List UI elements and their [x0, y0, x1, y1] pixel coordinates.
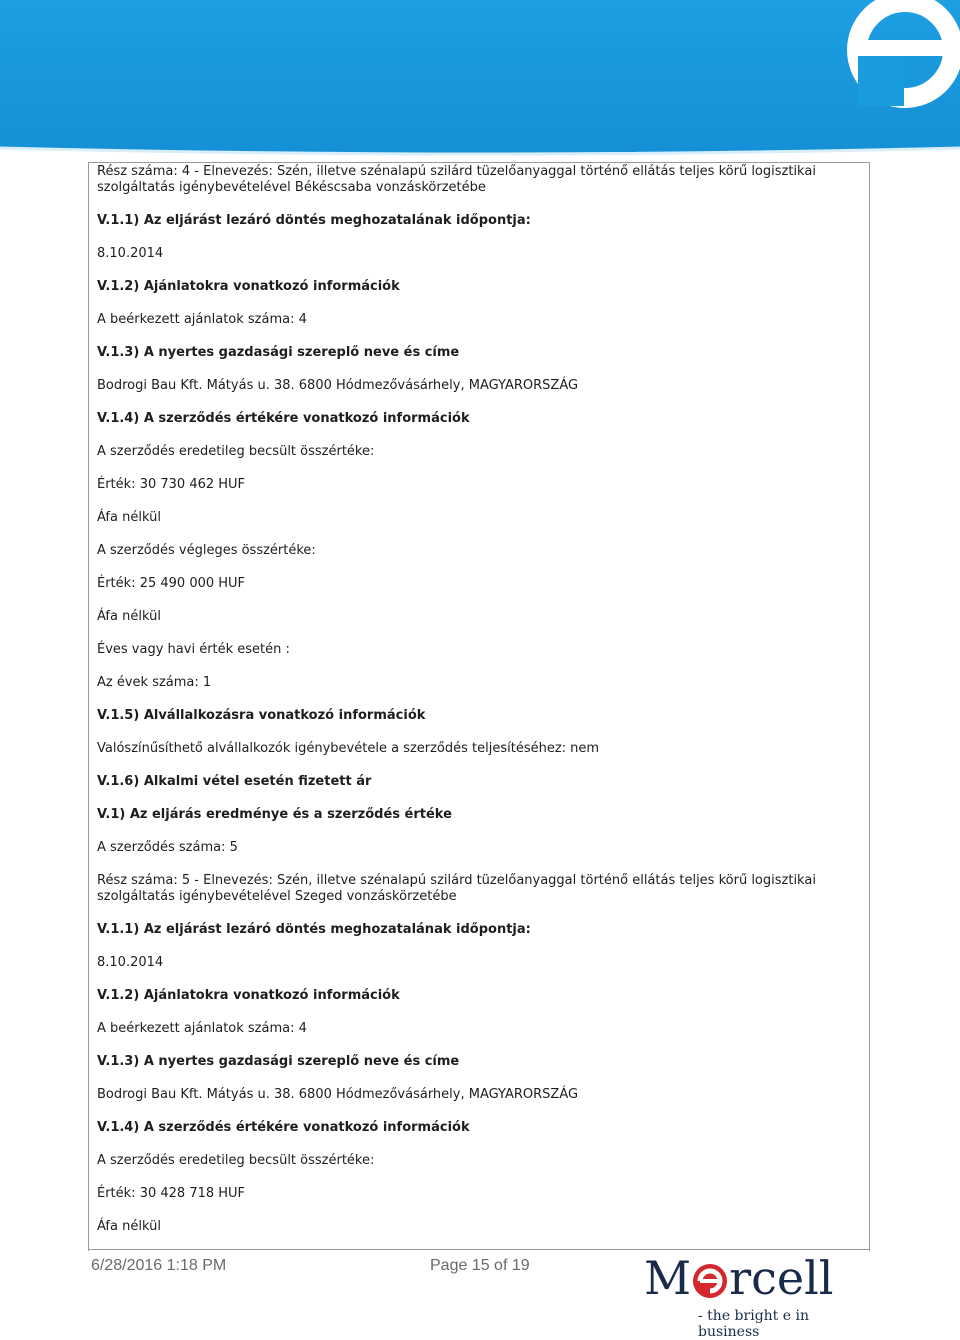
logo-tagline: - the bright e in business — [698, 1308, 809, 1340]
logo-word-right: rcell — [729, 1251, 834, 1305]
logo-e-icon — [691, 1262, 729, 1300]
section-heading: V.1.5) Alvállalkozásra vonatkozó információk — [97, 708, 426, 723]
decision-date: 8.10.2014 — [97, 246, 164, 261]
section-heading: V.1.1) Az eljárást lezáró döntés meghozatalának időpontja: — [97, 213, 531, 228]
years-count: Az évek száma: 1 — [97, 675, 212, 690]
header-banner — [0, 0, 960, 160]
part-heading: Rész száma: 4 - Elnevezés: Szén, illetve szénalapú szilárd tüzelőanyaggal történő ellátás teljes körű logisztikai szolgáltatás igénybevételével Békéscsaba vonzáskörzetébe — [97, 164, 816, 195]
section-heading: V.1.4) A szerződés értékére vonatkozó információk — [97, 411, 470, 426]
offers-count: A beérkezett ajánlatok száma: 4 — [97, 312, 307, 327]
section-heading: V.1.3) A nyertes gazdasági szereplő neve és címe — [97, 1054, 460, 1069]
section-heading: V.1.6) Alkalmi vétel esetén fizetett ár — [97, 774, 372, 789]
value-label: A szerződés eredetileg becsült összértéke: — [97, 444, 375, 459]
vat-note: Áfa nélkül — [97, 510, 161, 525]
decision-date: 8.10.2014 — [97, 955, 164, 970]
logo-wordmark — [644, 1252, 834, 1304]
company-logo — [640, 1251, 870, 1340]
section-heading: V.1.2) Ajánlatokra vonatkozó információk — [97, 279, 400, 294]
subcontract-info: Valószínűsíthető alvállalkozók igénybevétele a szerződés teljesítéséhez: nem — [97, 741, 600, 756]
vat-note: Áfa nélkül — [97, 1219, 161, 1234]
section-heading: V.1) Az eljárás eredménye és a szerződés értéke — [97, 807, 452, 822]
value-label: A szerződés végleges összértéke: — [97, 543, 316, 558]
section-heading: V.1.3) A nyertes gazdasági szereplő neve és címe — [97, 345, 460, 360]
part-heading: Rész száma: 5 - Elnevezés: Szén, illetve szénalapú szilárd tüzelőanyaggal történő ellátás teljes körű logisztikai szolgáltatás igénybevételével Szeged vonzáskörzetébe — [97, 873, 816, 904]
offers-count: A beérkezett ajánlatok száma: 4 — [97, 1021, 307, 1036]
estimated-value: Érték: 30 730 462 HUF — [97, 477, 246, 492]
winner-address: Bodrogi Bau Kft. Mátyás u. 38. 6800 Hódmezővásárhely, MAGYARORSZÁG — [97, 378, 579, 393]
footer-divider — [88, 1249, 869, 1250]
section-heading: V.1.4) A szerződés értékére vonatkozó információk — [97, 1120, 470, 1135]
banner-graphic — [0, 0, 960, 160]
section-heading: V.1.1) Az eljárást lezáró döntés meghozatalának időpontja: — [97, 922, 531, 937]
footer-timestamp: 6/28/2016 1:18 PM — [91, 1257, 227, 1274]
section-heading: V.1.2) Ajánlatokra vonatkozó információk — [97, 988, 400, 1003]
logo-word-left: M — [644, 1251, 692, 1305]
contract-number: A szerződés száma: 5 — [97, 840, 238, 855]
estimated-value: Érték: 30 428 718 HUF — [97, 1186, 246, 1201]
annual-label: Éves vagy havi érték esetén : — [97, 642, 290, 657]
footer-page-number: Page 15 of 19 — [430, 1257, 530, 1274]
value-label: A szerződés eredetileg becsült összértéke: — [97, 1153, 375, 1168]
final-value: Érték: 25 490 000 HUF — [97, 576, 246, 591]
vat-note: Áfa nélkül — [97, 609, 161, 624]
winner-address: Bodrogi Bau Kft. Mátyás u. 38. 6800 Hódmezővásárhely, MAGYARORSZÁG — [97, 1087, 579, 1102]
